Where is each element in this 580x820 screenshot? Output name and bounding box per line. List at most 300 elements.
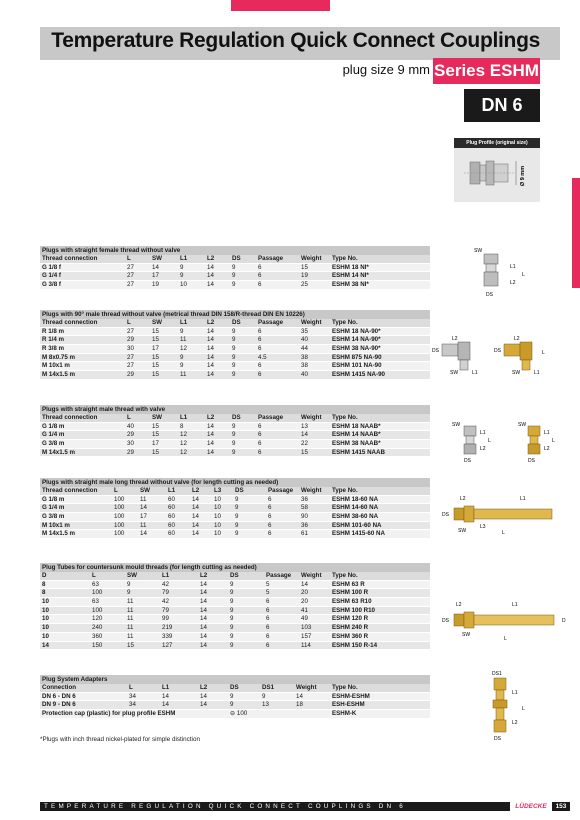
table-cell: 9: [230, 589, 234, 597]
table-cell: 6: [266, 606, 270, 614]
column-header: L: [127, 255, 131, 262]
label-sw: SW: [518, 422, 527, 428]
table-cell: ESHM 38 NAAB*: [332, 440, 381, 448]
table-cell: 9: [230, 632, 234, 640]
label-l2: L2: [460, 496, 466, 502]
brand-logo: LÜDECKE: [510, 802, 552, 811]
table-cell: G 1/8 f: [42, 263, 61, 271]
table-cell: 9: [180, 353, 184, 361]
section-title: Plugs with straight male thread with valve: [40, 405, 430, 414]
column-header: SW: [152, 319, 162, 326]
table-cell: ESHM 63 R10: [332, 598, 372, 606]
table-cell: 15: [152, 362, 159, 370]
table-row: [40, 710, 430, 719]
label-l: L: [522, 272, 525, 278]
label-sw: SW: [452, 422, 461, 428]
table-cell: 14: [42, 641, 49, 649]
label-l2: L2: [544, 446, 550, 452]
table-cell: 9: [232, 345, 236, 353]
table-cell: 103: [301, 624, 312, 632]
table-cell: 9: [232, 448, 236, 456]
column-header: L2: [200, 684, 208, 691]
table-cell: ESHM 101-60 NA: [332, 521, 382, 529]
table-cell: 9: [232, 353, 236, 361]
table-cell: 100: [114, 495, 125, 503]
table-cell: 14: [192, 495, 199, 503]
table-cell: 9: [232, 327, 236, 335]
table-cell: 6: [258, 345, 262, 353]
table-cell: R 1/4 m: [42, 336, 65, 344]
table-cell: 6: [258, 336, 262, 344]
table-cell: ESHM 63 R: [332, 580, 365, 588]
table-row: [40, 362, 430, 371]
table-cell: ESHM 38 NI*: [332, 281, 369, 289]
table-cell: 34: [129, 701, 136, 709]
table-cell: 36: [301, 521, 308, 529]
table-cell: ESHM 1415 NA-90: [332, 371, 385, 379]
table-cell: ESHM 14 NAAB*: [332, 431, 381, 439]
table-cell: ESHM 120 R: [332, 615, 369, 623]
table-cell: 9: [127, 580, 131, 588]
table-cell: 9: [180, 327, 184, 335]
table-cell: 14: [207, 448, 214, 456]
top-accent-tab: [231, 0, 330, 11]
label-l: L: [552, 438, 555, 444]
column-header: L2: [207, 414, 215, 421]
table-cell: 6: [258, 440, 262, 448]
plug-profile-box: [454, 138, 540, 202]
table-row: [40, 615, 430, 624]
table-cell: ESHM 38 NA-90*: [332, 345, 381, 353]
plug-profile-icon: [454, 148, 540, 202]
table-cell: DN 9 - DN 6: [42, 701, 76, 709]
label-l2: L2: [452, 336, 458, 342]
table-section: [40, 563, 430, 650]
table-cell: 30: [127, 345, 134, 353]
column-header: Weight: [296, 684, 317, 691]
table-cell: 5: [266, 589, 270, 597]
table-cell: 42: [162, 598, 169, 606]
table-cell: 120: [92, 615, 103, 623]
table-cell: 29: [127, 371, 134, 379]
table-cell: 6: [258, 431, 262, 439]
table-section: [40, 478, 430, 539]
table-cell: 63: [92, 580, 99, 588]
table-cell: 100: [114, 504, 125, 512]
table-cell: 38: [301, 353, 308, 361]
column-header: Type No.: [332, 487, 358, 494]
series-badge: Series ESHM: [433, 58, 540, 84]
column-header: Type No.: [332, 414, 358, 421]
section-title: Plugs with straight female thread without valve: [40, 246, 430, 255]
table-cell: 6: [266, 615, 270, 623]
table-row: [40, 522, 430, 531]
label-l: L: [542, 350, 545, 356]
table-cell: 10: [42, 632, 49, 640]
table-cell: G 3/8 m: [42, 513, 65, 521]
table-cell: 9: [232, 440, 236, 448]
table-cell: 6: [258, 263, 262, 271]
column-header: SW: [127, 572, 137, 579]
table-cell: 19: [301, 272, 308, 280]
table-cell: 30: [127, 440, 134, 448]
table-cell: 10: [214, 521, 221, 529]
label-sw: SW: [450, 370, 459, 376]
table-cell: 40: [301, 371, 308, 379]
table-cell: 10: [42, 624, 49, 632]
table-cell: ESHM-K: [332, 710, 357, 718]
table-cell: G 1/4 f: [42, 272, 61, 280]
table-cell: 11: [180, 336, 187, 344]
table-cell: 6: [268, 495, 272, 503]
table-cell: 14: [192, 521, 199, 529]
table-cell: 15: [127, 641, 134, 649]
table-cell: 38: [301, 362, 308, 370]
label-ds: DS: [432, 348, 439, 354]
table-cell: M 14x1.5 m: [42, 371, 76, 379]
column-header: L1: [180, 255, 188, 262]
table-cell: 8: [180, 422, 184, 430]
title-bar: [40, 27, 560, 60]
table-cell: ESHM 101 NA-90: [332, 362, 382, 370]
table-cell: 14: [200, 589, 207, 597]
column-header: Weight: [301, 572, 322, 579]
table-cell: 9: [230, 624, 234, 632]
table-cell: 150: [92, 641, 103, 649]
table-cell: 15: [301, 263, 308, 271]
table-cell: 14: [301, 580, 308, 588]
column-header: Passage: [258, 255, 284, 262]
table-row: [40, 431, 430, 440]
table-row: [40, 423, 430, 432]
table-cell: 6: [268, 504, 272, 512]
table-cell: 6: [266, 598, 270, 606]
table-cell: 9: [232, 281, 236, 289]
table-cell: 6: [258, 281, 262, 289]
table-cell: ESHM 100 R: [332, 589, 369, 597]
column-header: Weight: [301, 487, 322, 494]
table-cell: 10: [42, 598, 49, 606]
table-cell: 100: [114, 530, 125, 538]
section-title: Plug Tubes for countersunk mould threads (for length cutting as needed): [40, 563, 430, 572]
table-header-row: [40, 255, 430, 264]
label-l1: L1: [510, 264, 516, 270]
table-cell: G 3/8 m: [42, 440, 65, 448]
table-row: [40, 449, 430, 458]
footer-text: TEMPERATURE REGULATION QUICK CONNECT COUPLINGS DN 6: [44, 803, 406, 810]
table-cell: 36: [301, 495, 308, 503]
table-header-row: [40, 684, 430, 693]
plug-tube-icon: [440, 598, 570, 644]
table-cell: 27: [127, 281, 134, 289]
table-cell: 27: [127, 327, 134, 335]
table-cell: 40: [301, 336, 308, 344]
column-header: D: [42, 572, 47, 579]
column-header: DS: [232, 255, 241, 262]
table-cell: 100: [114, 513, 125, 521]
table-cell: 27: [127, 362, 134, 370]
column-header: Connection: [42, 684, 77, 691]
table-cell: 14: [207, 281, 214, 289]
table-cell: 9: [230, 692, 234, 700]
column-header: DS1: [262, 684, 275, 691]
label-ds: DS: [442, 512, 449, 518]
valve-plug-icons: [448, 416, 558, 466]
table-cell: M 14x1.5 m: [42, 530, 76, 538]
table-cell: 6: [258, 327, 262, 335]
table-cell: R 3/8 m: [42, 345, 65, 353]
page-number: 153: [552, 802, 570, 811]
table-cell: 14: [162, 692, 169, 700]
table-cell: 9: [180, 362, 184, 370]
footnote: *Plugs with inch thread nickel-plated for simple distinction: [40, 736, 200, 743]
table-row: [40, 328, 430, 337]
table-cell: 99: [162, 615, 169, 623]
table-cell: 13: [262, 701, 269, 709]
column-header: Type No.: [332, 684, 358, 691]
table-cell: 11: [127, 606, 134, 614]
table-cell: 15: [152, 448, 159, 456]
plug-size-text: plug size 9 mm: [342, 62, 430, 77]
table-cell: 9: [232, 362, 236, 370]
table-cell: 9: [232, 272, 236, 280]
table-row: [40, 589, 430, 598]
label-l1: L1: [534, 370, 540, 376]
table-cell: 9: [180, 263, 184, 271]
column-header: Weight: [301, 414, 322, 421]
table-cell: ESHM 14 NA-90*: [332, 336, 381, 344]
column-header: Passage: [268, 487, 294, 494]
section-title: Plug System Adapters: [40, 675, 430, 684]
dn-badge: DN 6: [464, 89, 540, 122]
table-cell: 44: [301, 345, 308, 353]
table-cell: 6: [266, 624, 270, 632]
table-row: [40, 530, 430, 539]
table-cell: 9: [232, 263, 236, 271]
female-thread-plug-icon: [462, 244, 532, 300]
table-cell: 6: [266, 641, 270, 649]
table-row: [40, 624, 430, 633]
table-cell: 15: [152, 327, 159, 335]
column-header: Passage: [258, 414, 284, 421]
table-cell: G 1/4 m: [42, 431, 65, 439]
table-cell: ESHM 14 NI*: [332, 272, 369, 280]
table-cell: 17: [152, 345, 159, 353]
table-row: [40, 336, 430, 345]
table-cell: 60: [168, 504, 175, 512]
table-cell: 9: [235, 504, 239, 512]
table-cell: 9: [235, 521, 239, 529]
table-cell: 60: [168, 495, 175, 503]
table-cell: 157: [301, 632, 312, 640]
table-cell: 12: [180, 345, 187, 353]
table-cell: ESHM 875 NA-90: [332, 353, 382, 361]
table-cell: Protection cap (plastic) for plug profile ESHM: [42, 710, 176, 718]
column-header: Type No.: [332, 319, 358, 326]
table-cell: 27: [127, 272, 134, 280]
table-cell: 6: [258, 448, 262, 456]
table-cell: G 1/8 m: [42, 495, 65, 503]
table-cell: 14: [200, 598, 207, 606]
table-cell: 18: [296, 701, 303, 709]
column-header: L2: [200, 572, 208, 579]
column-header: DS: [232, 414, 241, 421]
table-cell: 14: [207, 422, 214, 430]
table-row: [40, 633, 430, 642]
table-cell: 14: [200, 615, 207, 623]
table-cell: ESHM 38-60 NA: [332, 513, 379, 521]
table-cell: G 3/8 f: [42, 281, 61, 289]
table-cell: 9: [232, 371, 236, 379]
table-cell: 9: [235, 495, 239, 503]
table-cell: DN 6 - DN 6: [42, 692, 76, 700]
profile-dim-label: Ø 9 mm: [520, 165, 526, 187]
label-sw: SW: [474, 248, 483, 254]
column-header: L: [127, 319, 131, 326]
table-cell: 25: [301, 281, 308, 289]
table-cell: 9: [262, 692, 266, 700]
table-row: [40, 513, 430, 522]
table-cell: 11: [140, 495, 147, 503]
table-cell: 90: [301, 513, 308, 521]
label-l1: L1: [512, 602, 518, 608]
table-cell: 34: [129, 692, 136, 700]
table-cell: ESHM 240 R: [332, 624, 369, 632]
table-cell: 14: [140, 504, 147, 512]
table-cell: 6: [268, 513, 272, 521]
label-l: L: [522, 706, 525, 712]
label-l1: L1: [544, 430, 550, 436]
column-header: Weight: [301, 319, 322, 326]
table-cell: 15: [152, 353, 159, 361]
plug-profile-label: Plug Profile (original size): [454, 138, 540, 148]
table-cell: 29: [127, 448, 134, 456]
table-cell: 100: [114, 521, 125, 529]
table-cell: ESHM 18-60 NA: [332, 495, 379, 503]
table-cell: 17: [140, 513, 147, 521]
table-cell: ESH-ESHM: [332, 701, 365, 709]
table-cell: 11: [127, 624, 134, 632]
column-header: L1: [162, 572, 170, 579]
table-cell: 27: [127, 353, 134, 361]
system-adapter-icon: [478, 668, 538, 744]
table-cell: 60: [168, 521, 175, 529]
table-cell: 14: [207, 371, 214, 379]
table-cell: 14: [207, 362, 214, 370]
table-cell: 22: [301, 440, 308, 448]
label-l1: L1: [472, 370, 478, 376]
table-cell: 14: [192, 504, 199, 512]
table-cell: M 10x1 m: [42, 521, 70, 529]
table-cell: 27: [127, 263, 134, 271]
table-cell: ESHM 18 NAAB*: [332, 422, 381, 430]
table-cell: ESHM-ESHM: [332, 692, 370, 700]
table-section: [40, 675, 430, 719]
table-cell: ESHM 18 NA-90*: [332, 327, 381, 335]
table-cell: 11: [127, 632, 134, 640]
column-header: L: [114, 487, 118, 494]
table-cell: 9: [230, 606, 234, 614]
table-cell: 10: [214, 513, 221, 521]
column-header: L: [127, 414, 131, 421]
table-cell: 14: [207, 263, 214, 271]
table-cell: 29: [127, 431, 134, 439]
table-row: [40, 496, 430, 505]
table-cell: 14: [207, 345, 214, 353]
table-cell: 14: [140, 530, 147, 538]
table-cell: 5: [266, 580, 270, 588]
table-cell: 10: [214, 504, 221, 512]
table-cell: ESHM 360 R: [332, 632, 369, 640]
table-cell: 14: [152, 263, 159, 271]
table-header-row: [40, 487, 430, 496]
table-cell: R 1/8 m: [42, 327, 65, 335]
table-cell: 14: [200, 701, 207, 709]
column-header: L1: [168, 487, 176, 494]
table-cell: 11: [140, 521, 147, 529]
table-cell: 17: [152, 272, 159, 280]
column-header: L2: [207, 255, 215, 262]
table-cell: 6: [268, 530, 272, 538]
label-l2: L2: [510, 280, 516, 286]
table-cell: 14: [207, 431, 214, 439]
table-cell: 6: [266, 632, 270, 640]
table-section: [40, 310, 430, 380]
table-cell: 15: [152, 336, 159, 344]
table-cell: 11: [180, 371, 187, 379]
label-l2: L2: [512, 720, 518, 726]
table-cell: 14: [207, 327, 214, 335]
table-cell: 4.5: [258, 353, 267, 361]
table-cell: 6: [258, 371, 262, 379]
table-cell: 58: [301, 504, 308, 512]
table-cell: ⊖ 100: [230, 710, 248, 718]
table-row: [40, 371, 430, 380]
table-cell: M 8x0.75 m: [42, 353, 76, 361]
table-cell: M 10x1 m: [42, 362, 70, 370]
table-cell: 12: [180, 440, 187, 448]
column-header: Thread connection: [42, 487, 98, 494]
label-l1: L1: [520, 496, 526, 502]
column-header: L1: [162, 684, 170, 691]
table-cell: 42: [162, 580, 169, 588]
column-header: Thread connection: [42, 414, 98, 421]
label-l3: L3: [480, 524, 486, 530]
table-cell: 339: [162, 632, 173, 640]
column-header: Type No.: [332, 572, 358, 579]
label-sw: SW: [458, 528, 467, 534]
table-cell: 14: [200, 632, 207, 640]
column-header: DS: [230, 684, 239, 691]
label-l: L: [502, 530, 505, 536]
column-header: DS: [235, 487, 244, 494]
label-d: D: [562, 618, 566, 624]
table-cell: 61: [301, 530, 308, 538]
column-header: DS: [232, 319, 241, 326]
table-cell: 114: [301, 641, 311, 649]
table-cell: 10: [214, 495, 221, 503]
table-cell: 11: [127, 615, 134, 623]
label-ds: DS: [486, 292, 493, 298]
table-cell: 14: [200, 692, 207, 700]
table-cell: 13: [301, 422, 308, 430]
side-accent-strip: [572, 178, 580, 288]
table-row: [40, 607, 430, 616]
table-row: [40, 504, 430, 513]
table-cell: 9: [127, 589, 131, 597]
table-cell: 14: [200, 606, 207, 614]
table-cell: G 1/8 m: [42, 422, 65, 430]
